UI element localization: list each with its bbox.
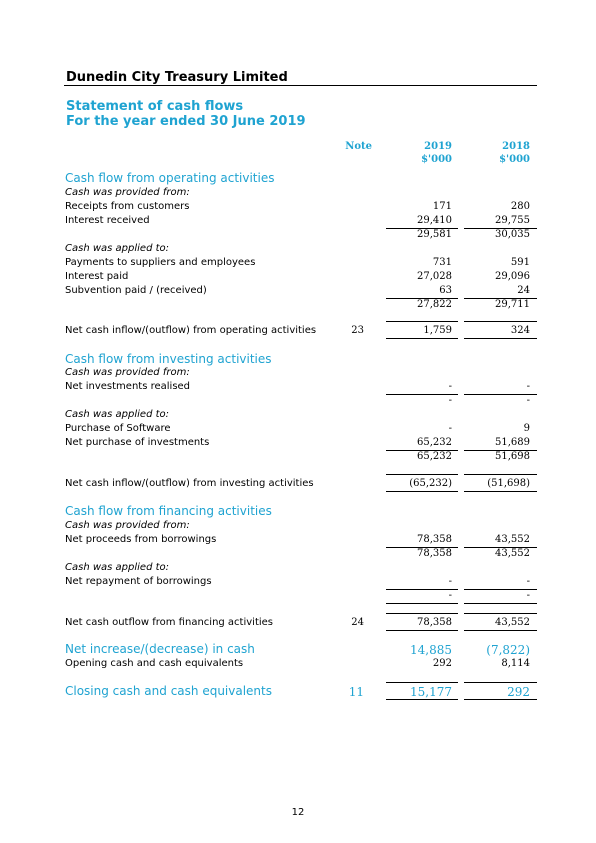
value-2018: - <box>526 381 530 392</box>
value-2018: 51,698 <box>495 451 530 462</box>
value-2018: 29,096 <box>495 271 530 282</box>
value-2018: 29,711 <box>495 299 530 310</box>
value-2019: 14,885 <box>410 643 452 657</box>
rule-line <box>464 630 537 631</box>
table-row-op-prov <box>0 186 596 200</box>
section-heading: Closing cash and cash equivalents <box>65 684 272 698</box>
rule-line <box>464 682 537 683</box>
value-2018: 591 <box>510 257 530 268</box>
value-2018: 43,552 <box>495 534 530 545</box>
row-label: Cash was provided from: <box>65 187 190 198</box>
section-heading: Cash flow from investing activities <box>65 352 272 366</box>
statement-title <box>66 99 306 129</box>
row-label: Net purchase of investments <box>65 437 210 448</box>
table-row-inv-realised <box>0 380 596 394</box>
row-label: Receipts from customers <box>65 201 190 212</box>
rule-line <box>386 682 458 683</box>
row-label: Cash was applied to: <box>65 243 169 254</box>
table-row-fin-head <box>0 505 596 519</box>
value-2018: 43,552 <box>495 548 530 559</box>
rule-line <box>464 613 537 614</box>
rule-line <box>464 603 537 604</box>
value-2019: 65,232 <box>417 437 452 448</box>
value-2019: 731 <box>432 257 452 268</box>
table-row-op-net <box>0 324 596 338</box>
row-label: Net proceeds from borrowings <box>65 534 217 545</box>
rule-line <box>464 491 537 492</box>
column-header-2018 <box>457 140 530 166</box>
value-2018: 43,552 <box>495 617 530 628</box>
table-row-inv-purchase <box>0 436 596 450</box>
value-2018: 29,755 <box>495 215 530 226</box>
row-label: Cash was provided from: <box>65 367 190 378</box>
value-2018: - <box>526 590 530 601</box>
value-2019: - <box>448 381 452 392</box>
rule-line <box>386 338 458 339</box>
value-2019: 27,822 <box>417 299 452 310</box>
value-2019: 27,028 <box>417 271 452 282</box>
value-2019: 78,358 <box>417 534 452 545</box>
table-row-opening <box>0 657 596 671</box>
value-2019: - <box>448 423 452 434</box>
table-row-fin-borrow <box>0 533 596 547</box>
value-2019: 1,759 <box>423 325 452 336</box>
value-2019: 78,358 <box>417 617 452 628</box>
table-row-inv-net <box>0 477 596 491</box>
table-row-op-head <box>0 172 596 186</box>
rule-line <box>386 491 458 492</box>
row-label: Cash was applied to: <box>65 562 169 573</box>
table-row-op-payments <box>0 256 596 270</box>
table-row-net-change <box>0 643 596 657</box>
note-ref: 24 <box>351 617 364 628</box>
rule-line <box>464 338 537 339</box>
row-label: Subvention paid / (received) <box>65 285 207 296</box>
value-2018: - <box>526 395 530 406</box>
table-row-fin-sub2 <box>0 589 596 603</box>
rule-line <box>464 474 537 475</box>
table-row-inv-software <box>0 422 596 436</box>
table-row-op-interest <box>0 214 596 228</box>
value-2018: (51,698) <box>487 478 530 489</box>
column-header-2019-unit: $'000 <box>421 154 452 165</box>
statement-title-line2: For the year ended 30 June 2019 <box>66 114 306 129</box>
value-2018: 292 <box>507 685 530 699</box>
value-2019: (65,232) <box>409 478 452 489</box>
rule-line <box>464 699 537 700</box>
rule-line <box>386 699 458 700</box>
row-label: Net cash outflow from financing activities <box>65 617 274 628</box>
value-2019: 29,410 <box>417 215 452 226</box>
table-row-op-subvention <box>0 284 596 298</box>
table-row-fin-repay <box>0 575 596 589</box>
row-label: Opening cash and cash equivalents <box>65 658 244 669</box>
row-label: Net investments realised <box>65 381 191 392</box>
value-2019: 65,232 <box>417 451 452 462</box>
table-row-op-receipts <box>0 200 596 214</box>
row-label: Payments to suppliers and employees <box>65 257 256 268</box>
value-2018: 24 <box>517 285 530 296</box>
row-label: Interest received <box>65 215 150 226</box>
rule-line <box>386 613 458 614</box>
row-label: Cash was applied to: <box>65 409 169 420</box>
table-row-inv-appl <box>0 408 596 422</box>
value-2019: - <box>448 590 452 601</box>
section-heading: Cash flow from financing activities <box>65 504 272 518</box>
table-row-inv-prov <box>0 366 596 380</box>
section-heading: Net increase/(decrease) in cash <box>65 642 255 656</box>
table-row-fin-appl <box>0 561 596 575</box>
table-row-inv-sub2 <box>0 450 596 464</box>
value-2019: 292 <box>432 658 452 669</box>
value-2018: - <box>526 576 530 587</box>
rule-line <box>386 321 458 322</box>
value-2019: 15,177 <box>410 685 452 699</box>
value-2018: 51,689 <box>495 437 530 448</box>
table-row-op-sub2 <box>0 298 596 312</box>
value-2019: - <box>448 576 452 587</box>
value-2018: 324 <box>510 325 530 336</box>
row-label: Net cash inflow/(outflow) from investing activities <box>65 478 314 489</box>
value-2018: (7,822) <box>486 643 530 657</box>
value-2018: 9 <box>523 423 530 434</box>
row-label: Interest paid <box>65 271 129 282</box>
row-label: Cash was provided from: <box>65 520 190 531</box>
value-2018: 8,114 <box>501 658 530 669</box>
value-2018: 280 <box>510 201 530 212</box>
value-2019: 29,581 <box>417 229 452 240</box>
value-2019: - <box>448 395 452 406</box>
row-label: Net cash inflow/(outflow) from operating activities <box>65 325 317 336</box>
page-number: 12 <box>291 807 305 818</box>
table-row-inv-head <box>0 353 596 367</box>
table-row-closing <box>0 685 596 699</box>
rule-line <box>386 603 458 604</box>
table-row-inv-sub1 <box>0 394 596 408</box>
rule-line <box>386 630 458 631</box>
table-row-fin-net <box>0 616 596 630</box>
column-header-2018-year: 2018 <box>502 141 530 152</box>
table-row-op-intpaid <box>0 270 596 284</box>
table-row-op-appl <box>0 242 596 256</box>
section-heading: Cash flow from operating activities <box>65 171 275 185</box>
note-column-header: Note <box>345 141 372 152</box>
note-ref: 23 <box>351 325 364 336</box>
column-header-2019 <box>380 140 452 166</box>
rule-line <box>464 321 537 322</box>
value-2019: 63 <box>439 285 452 296</box>
note-ref: 11 <box>348 685 364 699</box>
table-row-fin-prov <box>0 519 596 533</box>
column-header-2019-year: 2019 <box>424 141 452 152</box>
statement-title-line1: Statement of cash flows <box>66 99 244 114</box>
row-label: Net repayment of borrowings <box>65 576 212 587</box>
row-label: Purchase of Software <box>65 423 171 434</box>
table-row-op-sub1 <box>0 228 596 242</box>
column-header-2018-unit: $'000 <box>499 154 530 165</box>
table-row-fin-sub1 <box>0 547 596 561</box>
header-rule <box>64 85 537 86</box>
rule-line <box>386 474 458 475</box>
value-2018: 30,035 <box>495 229 530 240</box>
value-2019: 171 <box>432 201 452 212</box>
company-name: Dunedin City Treasury Limited <box>66 70 288 85</box>
value-2019: 78,358 <box>417 548 452 559</box>
